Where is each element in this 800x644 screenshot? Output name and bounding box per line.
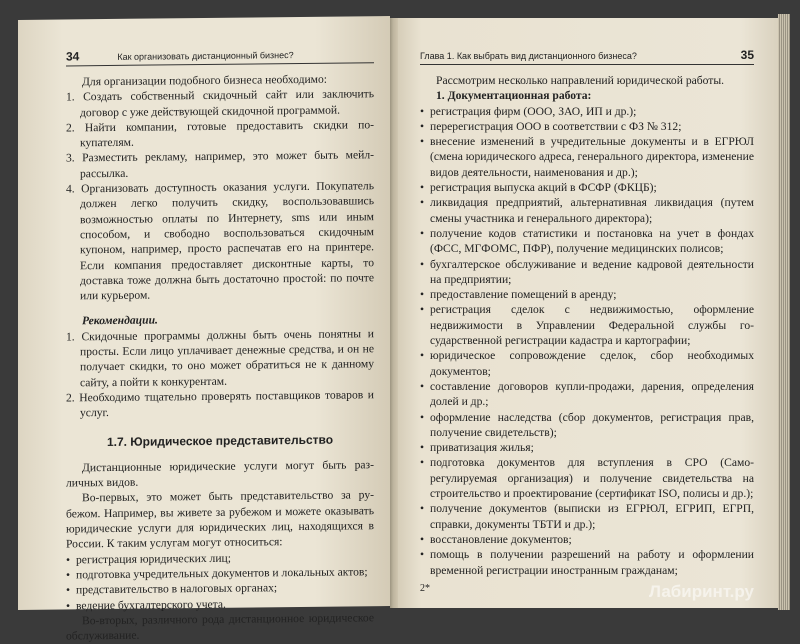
paragraph: Во-вторых, различного рода дистанционное юридическое обслуживание. [66, 611, 374, 643]
list-item: • бухгалтерское обслуживание и ведение кадровой деятельности на предприятии; [420, 257, 754, 288]
left-page-number: 34 [66, 49, 80, 64]
list-item: • составление договоров купли-продажи, дарения, определения долей и др.; [420, 379, 754, 410]
list-item: • ведение бухгалтерского учета. [66, 595, 374, 614]
list-item: 4. Организовать доступность оказания услуги. Покупатель должен легко получить скидку, воспользовавшись возможностью оплаты по Интернету, sms или иным способом, и свободно воспользоваться скидочным купоном, например, просто распечатав его на принтере. Если компания предоставляет дисконтные карты, то доставка тоже должна быть достаточно простой: по почте или курьером. [66, 179, 374, 303]
work-list [420, 104, 754, 578]
list-item: • регистрация юридических лиц; [66, 549, 374, 568]
intro-paragraph: Для организации подобного бизнеса необходимо: [82, 72, 328, 89]
services-list [66, 549, 374, 613]
list-item: • перерегистрация ООО в соответствии с ФЗ № 312; [420, 119, 754, 134]
list-item: 3. Разместить рекламу, например, это может быть мейл-рассылка. [66, 148, 374, 181]
list-item: • подготовка документов для вступления в СРО (Саморегулируемая организация) и получение свидетельства на строительство и проектирование (сертификат ISO, полисы и др.); [420, 455, 754, 501]
recommendations-list [66, 326, 374, 421]
list-item: • помощь в получении разрешений на работу и оформлении временной регистрации иностранным гражданам; [420, 547, 754, 578]
paragraph: Дистанционные юридические услуги могут быть различных видов. [66, 458, 374, 490]
steps-list [66, 87, 374, 304]
right-page [390, 18, 780, 608]
list-item: • оформление наследства (сбор документов, регистрация прав, получение свидетельств); [420, 410, 754, 441]
intro-paragraph: Рассмотрим несколько направлений юридической работы. [436, 74, 725, 87]
list-item: • внесение изменений в учредительные документы и в ЕГРЮЛ (смена юридического адреса, генерального директора, изменение видов деятельности, наименования и др.); [420, 134, 754, 180]
right-running-title: Глава 1. Как выбрать вид дистанционного бизнеса? [420, 51, 637, 61]
list-item: • регистрация выпуска акций в ФСФР (ФКЦБ); [420, 180, 754, 195]
list-item: 2. Найти компании, готовые предоставить скидки покупателям. [66, 118, 374, 150]
left-page-body [66, 71, 374, 644]
list-item: • представительство в налоговых органах; [66, 579, 374, 598]
book-spread [18, 18, 780, 643]
list-item: • восстановление документов; [420, 532, 754, 547]
book-gutter [390, 18, 398, 608]
subheading: 1. Документационная работа: [436, 89, 592, 103]
right-page-body [420, 73, 754, 578]
list-item: • предоставление помещений в аренду; [420, 287, 754, 302]
list-item: 2. Необходимо тщательно проверять поставщиков товаров и услуг. [66, 388, 374, 420]
recommendations-heading: Рекомендации. [82, 313, 158, 328]
section-title: 1.7. Юридическое представительство [106, 432, 334, 449]
list-item: • регистрация сделок с недвижимостью, оформление недвижимости в Управлении Федеральной службы государственной регистрации кадастра и картографии; [420, 302, 754, 348]
list-item: • юридическое сопровождение сделок, сбор необходимых документов; [420, 348, 754, 379]
left-running-title: Как организовать дистанционный бизнес? [117, 50, 294, 62]
list-item: • получение кодов статистики и постановка на учет в фондах (ФСС, МГФОМС, ПФР), получение медицинских полисов; [420, 226, 754, 257]
page-edges [778, 14, 790, 610]
list-item: • приватизация жилья; [420, 440, 754, 455]
right-page-number: 35 [740, 48, 754, 62]
left-page [18, 16, 390, 643]
watermark-logo: Лабиринт.ру [648, 582, 754, 601]
paragraph: Во-первых, это может быть представительство за рубежом. Например, вы живете за рубежом и можете оказывать юридические услуги для юридических лиц, находящихся в России. К таким услугам могут относиться: [66, 488, 374, 551]
right-page-header [420, 48, 754, 65]
list-item: 1. Создать собственный скидочный сайт или заключить договор с уже действующей скидочной программой. [66, 87, 374, 119]
list-item: • подготовка учредительных документов и локальных актов; [66, 564, 374, 583]
list-item: • регистрация фирм (ООО, ЗАО, ИП и др.); [420, 104, 754, 119]
signature-mark: 2* [420, 583, 430, 594]
left-page-header [66, 46, 374, 66]
list-item: • получение документов (выписки из ЕГРЮЛ, ЕГРИП, ЕГРП, справки, документы ТБТИ и др.); [420, 501, 754, 532]
list-item: 1. Скидочные программы должны быть очень понятны и просты. Если лицо уплачивает денежные средства, и он не получает скидки, то оно может обратиться не к данному сайту, а пойти к конкурентам. [66, 326, 374, 389]
list-item: • ликвидация предприятий, альтернативная ликвидация (путем смены участника и генерального директора); [420, 195, 754, 226]
